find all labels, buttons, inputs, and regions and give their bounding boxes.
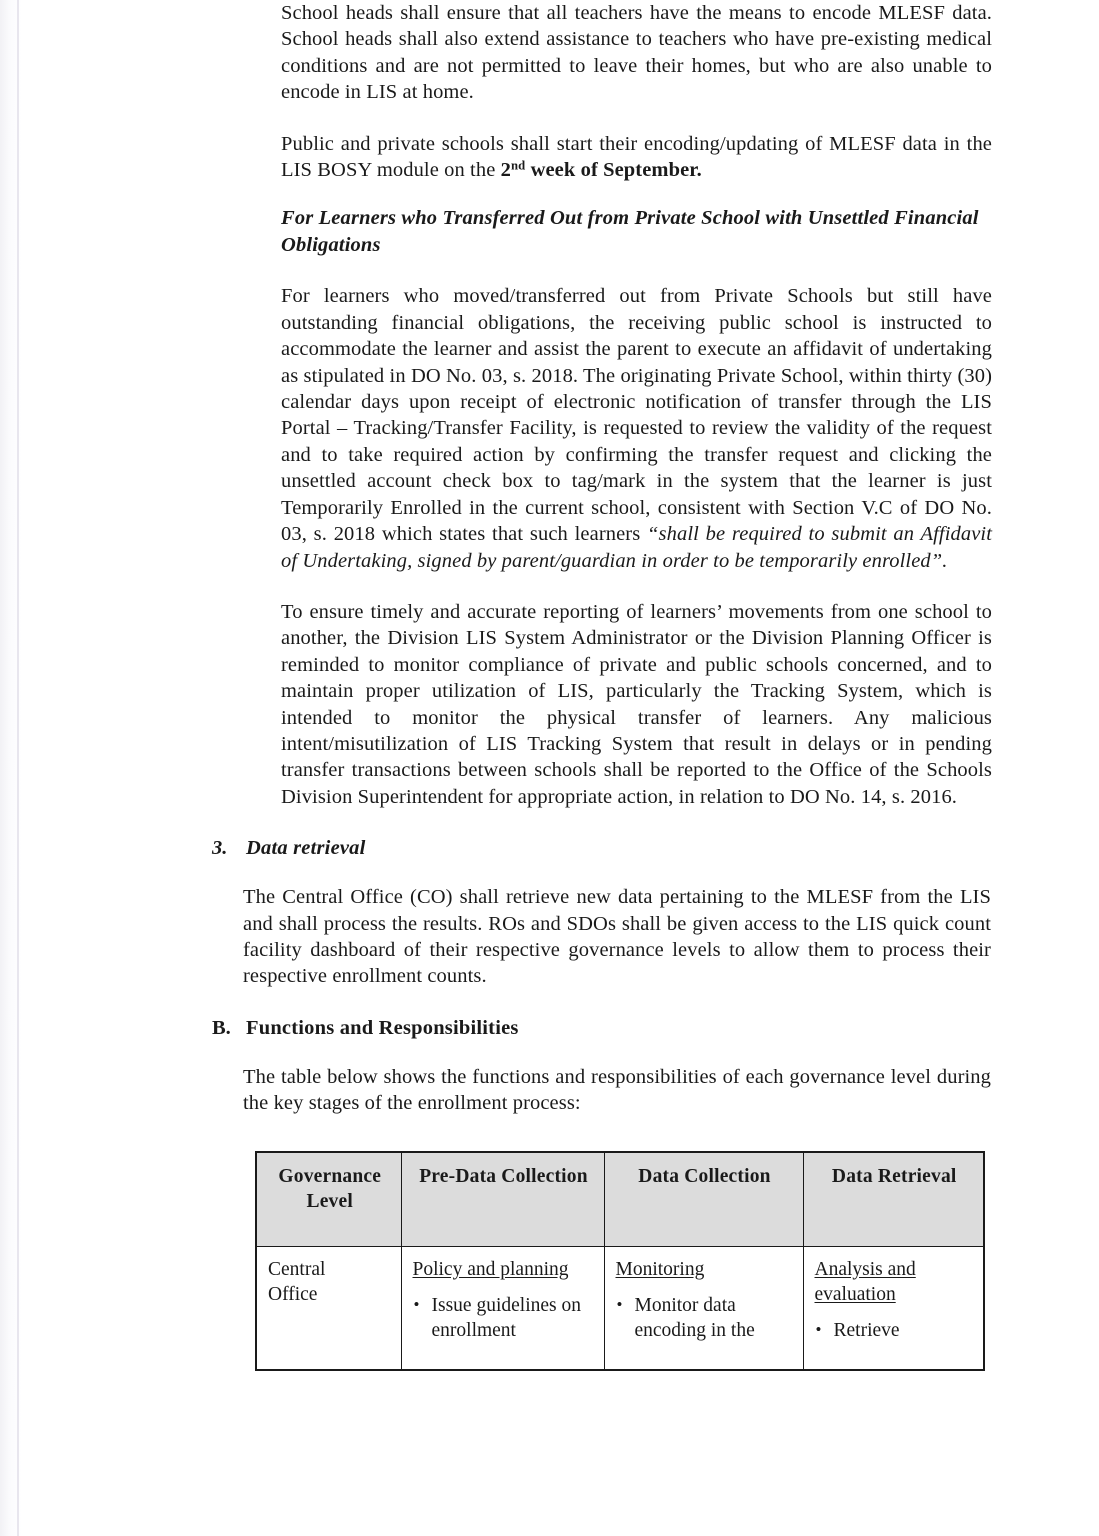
heading-data-retrieval-marker: 3. (212, 837, 228, 860)
cell-data-retrieval (803, 1246, 984, 1370)
table-header-row (256, 1152, 984, 1247)
transferred-out-body-lead: For learners who moved/transferred out from Private Schools but still have outstanding financial obligations, the receiving public school is instructed to accommodate the learner and assist the parent to execute an affidavit of undertaking as stipulated in DO No. 03, s. 2018. The originating Private School, within thirty (30) calendar days upon receipt of electronic notification of transfer through the LIS Portal – Tracking/Transfer Facility, is requested to review the validity of the request and to take required action by confirming the transfer request and clicking the unsettled account check box to tag/mark in the system that the learner is just Temporarily Enrolled in the current school, consistent with Section V.C of DO No. 03, s. 2018 which states that such learners (281, 285, 992, 546)
list-item: • Monitor data encoding in the (616, 1293, 794, 1343)
paragraph-timely-reporting: To ensure timely and accurate reporting of learners’ movements from one school to another, the Division LIS System Administrator or the Division Planning Officer is reminded to monitor compliance of private and public schools concerned, and to maintain proper utilization of LIS, particularly the Tracking System, which is intended to monitor the physical transfer of learners. Any malicious intent/misutilization of LIS Tracking System that result in delays or in pending transfer transactions between schools shall be reported to the Office of the Schools Division Superintendent for appropriate action, in relation to DO No. 14, s. 2016. (281, 600, 992, 808)
functions-responsibilities-table (255, 1151, 985, 1371)
paragraph-central-office-retrieval: The Central Office (CO) shall retrieve new data pertaining to the MLESF from the LIS and shall process the results. ROs and SDOs shall be given access to the LIS quick count facility dashboard of their respective governance levels to allow them to process their respective enrollment counts. (243, 886, 991, 988)
paragraph-school-heads: School heads shall ensure that all teachers have the means to encode MLESF data. School heads shall also extend assistance to teachers who have pre-existing medical conditions and are not permitted to leave their homes, but who are also unable to encode in LIS at home. (281, 2, 992, 104)
table-header (256, 1152, 984, 1247)
encoding-start-ordinal-number: 2 (500, 159, 511, 182)
paragraph-encoding-start (0, 131, 1099, 184)
pre-data-collection-subheading: Policy and planning (412, 1258, 569, 1280)
cell-governance-level (256, 1246, 401, 1370)
paragraph-table-intro: The table below shows the functions and responsibilities of each governance level during the key stages of the enrollment process: (243, 1065, 991, 1115)
cell-data-collection (604, 1246, 803, 1370)
column-header-data-retrieval: Data Retrieval (803, 1152, 984, 1247)
data-retrieval-bullet-list (815, 1318, 975, 1343)
data-collection-bullet-list (616, 1293, 794, 1343)
paragraph-encoding-start-lead: Public and private schools shall start their encoding/updating of MLESF data in the LIS BOSY module on the (281, 132, 992, 182)
encoding-start-ordinal-suffix: nd (511, 158, 526, 173)
data-collection-subheading: Monitoring (615, 1258, 705, 1280)
encoding-start-date (501, 159, 702, 181)
heading-functions-marker: B. (212, 1016, 231, 1039)
functions-table-wrapper (0, 1151, 1099, 1371)
data-retrieval-subheading: Analysis and evaluation (814, 1258, 916, 1305)
column-header-pre-data-collection: Pre-Data Collection (401, 1152, 604, 1247)
heading-functions-responsibilities (0, 1015, 1099, 1042)
column-header-governance-level: Governance Level (256, 1152, 401, 1247)
table-body (256, 1246, 984, 1370)
cell-pre-data-collection (401, 1246, 604, 1370)
table-row (256, 1246, 984, 1370)
list-item: • Retrieve (815, 1318, 975, 1343)
heading-data-retrieval-label: Data retrieval (246, 837, 366, 860)
governance-level-line-1: Central (268, 1258, 326, 1280)
column-header-data-collection: Data Collection (604, 1152, 803, 1247)
heading-data-retrieval (0, 835, 1099, 862)
paragraph-transferred-out-body (0, 283, 1099, 573)
heading-functions-label: Functions and Responsibilities (246, 1016, 519, 1039)
list-item: • Issue guidelines on enrollment (413, 1293, 595, 1343)
subheading-transferred-out: For Learners who Transferred Out from Private School with Unsettled Financial Obligations (281, 207, 979, 257)
pre-data-collection-bullet-list (413, 1293, 595, 1343)
transferred-out-quotation: “shall be required to submit an Affidavit of Undertaking, signed by parent/guardian in order to be temporarily enrolled”. (281, 523, 992, 572)
governance-level-line-2: Office (268, 1283, 318, 1305)
encoding-start-date-rest: week of September. (525, 159, 702, 182)
